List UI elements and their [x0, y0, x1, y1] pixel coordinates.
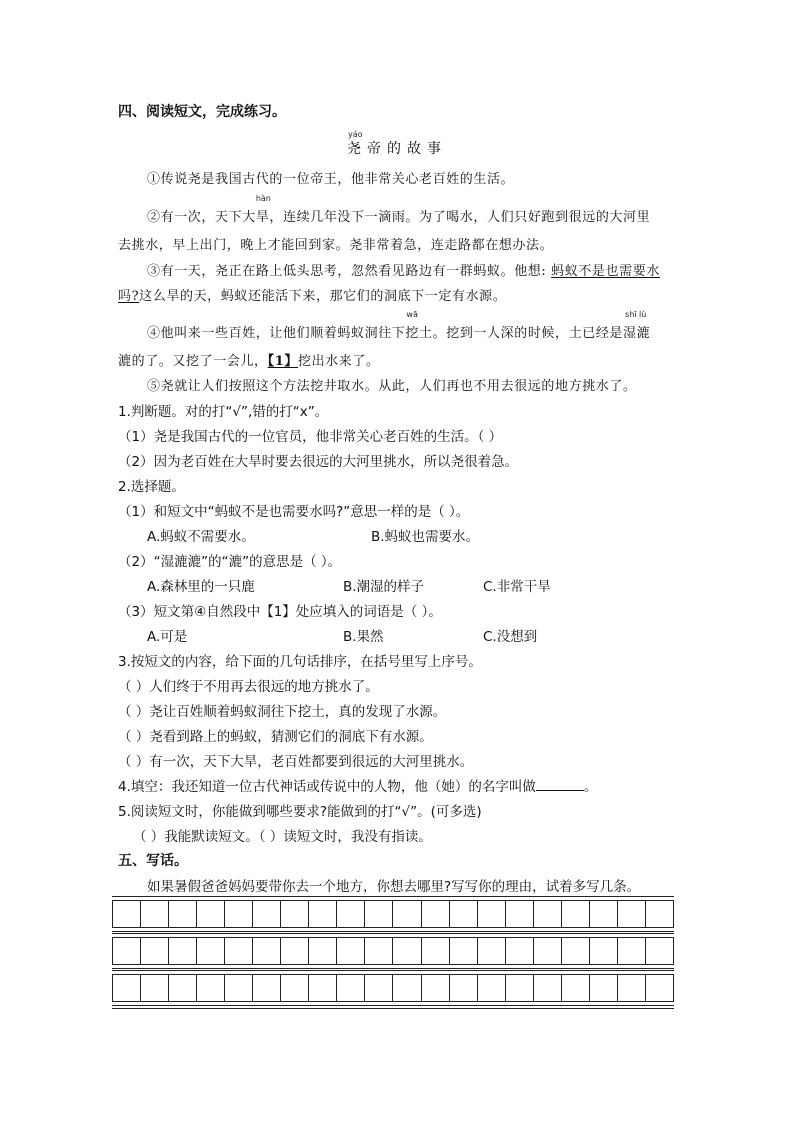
han-ruby [255, 194, 271, 225]
wa-char: 挖 [405, 326, 420, 341]
han-char: 旱 [255, 210, 270, 225]
paragraph-4-text-d: 挖出水来了。 [297, 354, 380, 369]
paragraph-2-line-1 [147, 194, 651, 225]
question-2-sub-2-option-b: B.潮湿的样子 [343, 579, 425, 595]
paragraph-3-text-b: 这么旱的天，蚂蚁还能活下来，那它们的洞底下一定有水源。 [139, 289, 507, 304]
han-pinyin: hàn [255, 194, 271, 203]
paragraph-3-text-a: ③有一天，尧正在路上低头思考，忽然看见路边有一群蚂蚁。他想: [147, 264, 552, 279]
paragraph-4-text-a: ④他叫来一些百姓，让他们顺着蚂蚁洞往下 [147, 326, 406, 341]
question-3-heading: 3.按短文的内容，给下面的几句话排序，在括号里写上序号。 [118, 654, 482, 670]
underlined-question-a: 蚂蚁不是也需要水 [551, 264, 660, 279]
writing-prompt: 如果暑假爸爸妈妈要带你去一个地方，你想去哪里?写写你的理由，试着多写几条。 [147, 879, 641, 895]
paragraph-2-text-a: ②有一次，天下大 [147, 210, 256, 225]
question-3-item-2: （ ）尧让百姓顺着蚂蚁洞往下挖土，真的发现了水源。 [118, 704, 447, 720]
paragraph-4-text-c: 漉的了。又挖了一会儿， [118, 354, 268, 369]
question-3-item-1: （ ）人们终于不用再去很远的地方挑水了。 [118, 679, 379, 695]
section-five-heading: 五、写话。 [118, 853, 188, 869]
writing-cells[interactable] [112, 937, 674, 965]
wa-pinyin: wā [406, 310, 418, 319]
question-2-sub-1: （1）和短文中“蚂蚁不是也需要水吗?”意思一样的是（ ）。 [118, 504, 470, 520]
question-4 [118, 775, 597, 795]
question-2-sub-2: （2）“湿漉漉”的“漉”的意思是（ ）。 [118, 554, 342, 570]
shilu-pinyin: shī lù [625, 310, 647, 319]
question-1-heading: 1.判断题。对的打“√”,错的打“x”。 [118, 404, 329, 420]
writing-grid-bottom-line [112, 1008, 674, 1009]
writing-row[interactable] [112, 933, 674, 969]
writing-row[interactable] [112, 970, 674, 1006]
paragraph-3-line-2 [118, 285, 506, 304]
question-2-sub-3-option-a: A.可是 [147, 629, 188, 645]
question-1-item-2: （2）因为老百姓在大旱时要去很远的大河里挑水，所以尧很着急。 [118, 454, 519, 470]
writing-cells[interactable] [112, 974, 674, 1002]
question-2-sub-1-option-a: A.蚂蚁不需要水。 [147, 529, 255, 545]
question-5-options: （ ）我能默读短文。（ ）读短文时，我没有指读。 [133, 829, 432, 845]
story-title: 尧帝的故事 [347, 141, 447, 157]
question-4-answer-blank[interactable] [536, 778, 584, 791]
paragraph-2-line-2: 去挑水，早上出门，晚上才能回到家。尧非常着急，连走路都在想办法。 [118, 238, 554, 253]
question-2-sub-3-option-b: B.果然 [343, 629, 384, 645]
shilu-ruby [623, 310, 651, 341]
underlined-question-b: 吗? [118, 289, 140, 304]
section-four-heading: 四、阅读短文，完成练习。 [118, 104, 286, 120]
question-3-item-4: （ ）有一次，天下大旱，老百姓都要到很远的大河里挑水。 [118, 754, 474, 770]
question-4-end: 。 [583, 779, 598, 795]
writing-cells[interactable] [112, 900, 674, 928]
shilu-chars: 湿漉 [623, 326, 651, 341]
paragraph-4-line-2 [118, 350, 380, 369]
writing-row[interactable] [112, 896, 674, 932]
paragraph-2-text-b: ，连续几年没下一滴雨。为了喝水，人们只好跑到很远的大河里 [269, 210, 651, 225]
question-2-sub-3: （3）短文第④自然段中【1】处应填入的词语是（ ）。 [118, 604, 442, 620]
wa-ruby [405, 310, 420, 341]
paragraph-4-text-b: 土。挖到一人深的时候，土已经是 [419, 326, 624, 341]
question-1-item-1: （1）尧是我国古代的一位官员，他非常关心老百姓的生活。（ ） [118, 429, 503, 445]
title-pinyin: yáo [348, 130, 363, 139]
question-2-sub-2-option-c: C.非常干旱 [483, 579, 551, 595]
paragraph-3-line-1 [147, 260, 660, 279]
blank-marker-1: 【1】 [267, 354, 298, 369]
question-4-text: 4.填空：我还知道一位古代神话或传说中的人物，他（她）的名字叫做 [118, 779, 536, 795]
paragraph-4-line-1 [147, 310, 651, 341]
question-3-item-3: （ ）尧看到路上的蚂蚁，猜测它们的洞底下有水源。 [118, 729, 433, 745]
question-5-heading: 5.阅读短文时，你能做到哪些要求?能做到的打“√”。(可多选) [118, 804, 482, 820]
question-2-heading: 2.选择题。 [118, 479, 185, 495]
paragraph-5: ⑤尧就让人们按照这个方法挖井取水。从此，人们再也不用去很远的地方挑水了。 [147, 379, 637, 394]
question-2-sub-2-option-a: A.森林里的一只鹿 [147, 579, 255, 595]
question-2-sub-1-option-b: B.蚂蚁也需要水。 [371, 529, 480, 545]
question-2-sub-3-option-c: C.没想到 [483, 629, 538, 645]
writing-grid[interactable] [112, 896, 674, 1012]
paragraph-1: ①传说尧是我国古代的一位帝王，他非常关心老百姓的生活。 [147, 172, 515, 187]
